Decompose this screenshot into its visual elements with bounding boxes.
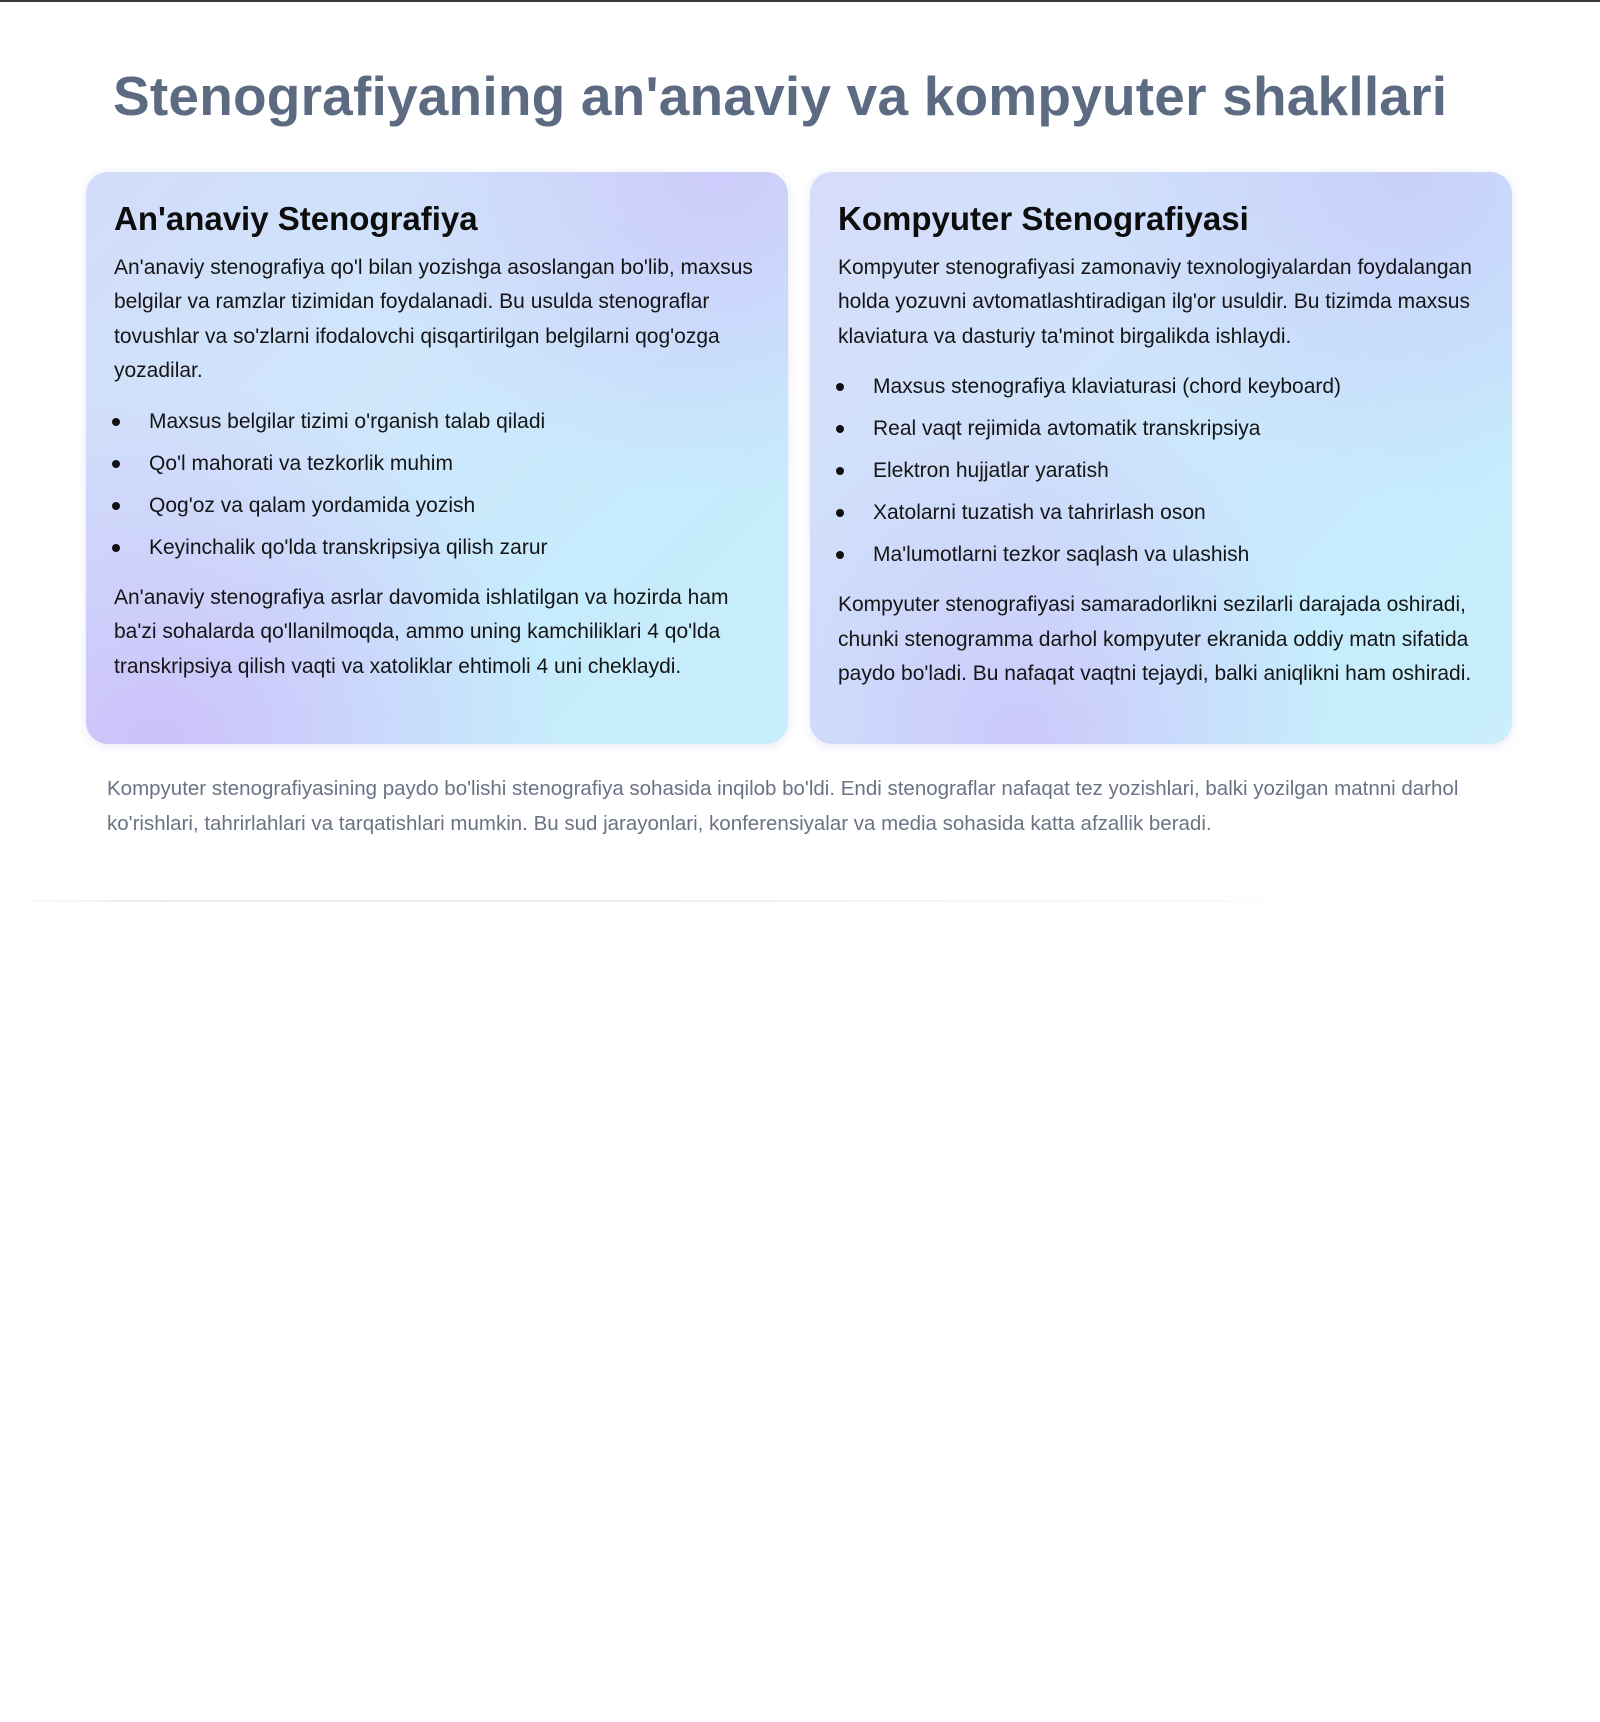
list-item	[838, 408, 1484, 450]
bullet-icon	[112, 544, 120, 552]
list-item	[114, 527, 760, 569]
list-item	[114, 443, 760, 485]
bullet-icon	[112, 502, 120, 510]
computer-stenography-card	[810, 172, 1512, 744]
card-title: An'anaviy Stenografiya	[114, 200, 478, 237]
page-title: Stenografiyaning an'anaviy va kompyuter shakllari	[113, 65, 1448, 127]
list-item	[838, 492, 1484, 534]
list-item	[838, 366, 1484, 408]
feature-list	[114, 401, 760, 569]
list-item	[838, 534, 1484, 576]
bullet-icon	[836, 383, 844, 391]
bullet-icon	[836, 467, 844, 475]
summary-paragraph: Kompyuter stenografiyasining paydo bo'lishi stenografiya sohasida inqilob bo'ldi. Endi stenograflar nafaqat tez yozishlari, balki yozilgan matnni darhol ko'rishlari, tahrirlahlari va tarqatishlari mumkin. Bu sud jarayonlari, konferensiyalar va media sohasida katta afzallik beradi.	[107, 777, 1459, 835]
bullet-icon	[836, 425, 844, 433]
bullet-icon	[836, 551, 844, 559]
top-divider	[0, 0, 1600, 2]
bullet-icon	[112, 460, 120, 468]
list-item-text: Keyinchalik qo'lda transkripsiya qilish zarur	[149, 535, 548, 559]
card-intro: Kompyuter stenografiyasi zamonaviy texnologiyalardan foydalangan holda yozuvni avtomatlashtiradigan ilg'or usuldir. Bu tizimda maxsus klaviatura va dasturiy ta'minot birgalikda ishlaydi.	[838, 255, 1472, 348]
bullet-icon	[836, 509, 844, 517]
list-item-text: Elektron hujjatlar yaratish	[873, 459, 1109, 483]
list-item-text: Qo'l mahorati va tezkorlik muhim	[149, 451, 453, 475]
list-item	[114, 485, 760, 527]
feature-list	[838, 366, 1484, 576]
card-intro: An'anaviy stenografiya qo'l bilan yozishga asoslangan bo'lib, maxsus belgilar va ramzlar tizimidan foydalanadi. Bu usulda stenograflar tovushlar va so'zlarni ifodalovchi qisqartirilgan belgilarni qog'ozga yozadilar.	[114, 255, 753, 383]
list-item	[838, 450, 1484, 492]
card-title: Kompyuter Stenografiyasi	[838, 200, 1249, 237]
bottom-divider	[0, 900, 1600, 902]
list-item-text: Real vaqt rejimida avtomatik transkripsiya	[873, 417, 1261, 441]
list-item-text: Ma'lumotlarni tezkor saqlash va ulashish	[873, 543, 1250, 567]
list-item-text: Qog'oz va qalam yordamida yozish	[149, 493, 476, 517]
list-item	[114, 401, 760, 443]
list-item-text: Xatolarni tuzatish va tahrirlash oson	[873, 501, 1206, 525]
card-outro: Kompyuter stenografiyasi samaradorlikni sezilarli darajada oshiradi, chunki stenogramma darhol kompyuter ekranida oddiy matn sifatida paydo bo'ladi. Bu nafaqat vaqtni tejaydi, balki aniqlikni ham oshiradi.	[838, 593, 1472, 686]
traditional-stenography-card	[86, 172, 788, 744]
list-item-text: Maxsus stenografiya klaviaturasi (chord keyboard)	[873, 375, 1342, 399]
card-outro: An'anaviy stenografiya asrlar davomida ishlatilgan va hozirda ham ba'zi sohalarda qo'llanilmoqda, ammo uning kamchiliklari 4 qo'lda transkripsiya qilish vaqti va xatoliklar ehtimoli 4 uni cheklaydi.	[114, 585, 729, 678]
list-item-text: Maxsus belgilar tizimi o'rganish talab qiladi	[149, 409, 546, 433]
bullet-icon	[112, 418, 120, 426]
